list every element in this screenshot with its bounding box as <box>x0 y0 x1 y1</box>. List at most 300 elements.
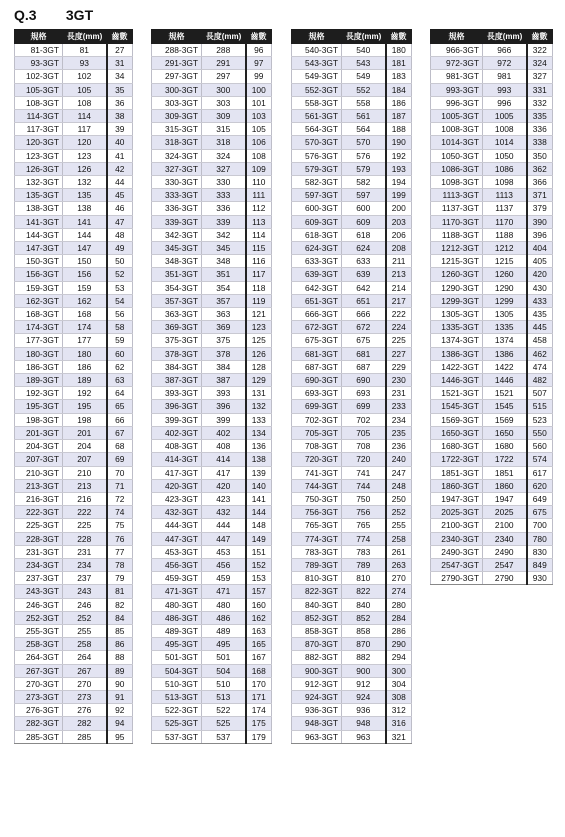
spec-cell: 1860-3GT <box>431 479 483 492</box>
table-row <box>292 57 412 70</box>
spec-cell: 489-3GT <box>152 624 202 637</box>
spec-cell: 105-3GT <box>15 83 63 96</box>
table-row <box>152 400 272 413</box>
spec-cell: 315-3GT <box>152 123 202 136</box>
length-cell: 447 <box>202 532 246 545</box>
length-cell: 1851 <box>483 466 527 479</box>
table-row <box>152 308 272 321</box>
length-cell: 117 <box>63 123 107 136</box>
spec-cell: 639-3GT <box>292 268 342 281</box>
length-cell: 1188 <box>483 228 527 241</box>
spec-cell: 675-3GT <box>292 334 342 347</box>
length-cell: 501 <box>202 651 246 664</box>
teeth-cell: 213 <box>386 268 412 281</box>
length-cell: 330 <box>202 176 246 189</box>
teeth-cell: 79 <box>107 572 133 585</box>
length-cell: 156 <box>63 268 107 281</box>
table-row <box>292 96 412 109</box>
spec-cell: 1722-3GT <box>431 453 483 466</box>
table-row <box>15 730 133 743</box>
length-cell: 258 <box>63 638 107 651</box>
spec-cell: 267-3GT <box>15 664 63 677</box>
teeth-cell: 56 <box>107 308 133 321</box>
teeth-cell: 40 <box>107 136 133 149</box>
length-cell: 1014 <box>483 136 527 149</box>
length-cell: 162 <box>63 294 107 307</box>
spec-cell: 336-3GT <box>152 202 202 215</box>
table-row <box>431 558 553 571</box>
table-row <box>152 704 272 717</box>
teeth-cell: 366 <box>527 176 553 189</box>
spec-cell: 2025-3GT <box>431 506 483 519</box>
length-cell: 180 <box>63 347 107 360</box>
length-cell: 402 <box>202 426 246 439</box>
table-row <box>431 466 553 479</box>
table-row <box>15 426 133 439</box>
spec-cell: 642-3GT <box>292 281 342 294</box>
spec-cell: 774-3GT <box>292 532 342 545</box>
series-label: 3GT <box>65 7 94 23</box>
length-cell: 456 <box>202 558 246 571</box>
spec-cell: 1005-3GT <box>431 110 483 123</box>
spec-cell: 2547-3GT <box>431 558 483 571</box>
teeth-cell: 462 <box>527 347 553 360</box>
length-cell: 132 <box>63 176 107 189</box>
teeth-cell: 69 <box>107 453 133 466</box>
table-row <box>15 70 133 83</box>
length-cell: 963 <box>342 730 386 743</box>
spec-header: 規格 <box>292 30 342 44</box>
spec-cell: 1260-3GT <box>431 268 483 281</box>
teeth-cell: 199 <box>386 189 412 202</box>
spec-cell: 501-3GT <box>152 651 202 664</box>
spec-cell: 1170-3GT <box>431 215 483 228</box>
spec-cell: 351-3GT <box>152 268 202 281</box>
teeth-cell: 507 <box>527 387 553 400</box>
teeth-cell: 59 <box>107 334 133 347</box>
teeth-cell: 134 <box>246 426 272 439</box>
length-cell: 537 <box>202 730 246 743</box>
teeth-cell: 649 <box>527 492 553 505</box>
length-cell: 552 <box>342 83 386 96</box>
spec-cell: 510-3GT <box>152 677 202 690</box>
teeth-cell: 126 <box>246 347 272 360</box>
table-row <box>152 162 272 175</box>
teeth-cell: 175 <box>246 717 272 730</box>
page-header <box>14 7 93 23</box>
spec-cell: 408-3GT <box>152 440 202 453</box>
spec-cell: 504-3GT <box>152 664 202 677</box>
spec-cell: 1422-3GT <box>431 360 483 373</box>
table-row <box>292 149 412 162</box>
spec-cell: 384-3GT <box>152 360 202 373</box>
spec-cell: 363-3GT <box>152 308 202 321</box>
spec-cell: 1290-3GT <box>431 281 483 294</box>
spec-cell: 141-3GT <box>15 215 63 228</box>
teeth-cell: 183 <box>386 70 412 83</box>
table-row <box>431 281 553 294</box>
table-row <box>431 440 553 453</box>
table-row <box>152 492 272 505</box>
table-row <box>431 57 553 70</box>
length-cell: 225 <box>63 519 107 532</box>
length-cell: 1545 <box>483 400 527 413</box>
spec-cell: 543-3GT <box>292 57 342 70</box>
spec-cell: 222-3GT <box>15 506 63 519</box>
teeth-cell: 208 <box>386 242 412 255</box>
teeth-cell: 163 <box>246 624 272 637</box>
table-row <box>431 321 553 334</box>
teeth-cell: 270 <box>386 572 412 585</box>
length-cell: 228 <box>63 532 107 545</box>
spec-cell: 672-3GT <box>292 321 342 334</box>
teeth-cell: 71 <box>107 479 133 492</box>
spec-cell: 207-3GT <box>15 453 63 466</box>
length-cell: 495 <box>202 638 246 651</box>
table-row <box>152 677 272 690</box>
length-cell: 135 <box>63 189 107 202</box>
teeth-cell: 184 <box>386 83 412 96</box>
length-cell: 267 <box>63 664 107 677</box>
table-row <box>292 44 412 57</box>
teeth-cell: 50 <box>107 255 133 268</box>
spec-cell: 633-3GT <box>292 255 342 268</box>
table-row <box>152 176 272 189</box>
teeth-cell: 106 <box>246 136 272 149</box>
spec-cell: 417-3GT <box>152 466 202 479</box>
spec-cell: 144-3GT <box>15 228 63 241</box>
spec-cell: 1299-3GT <box>431 294 483 307</box>
spec-cell: 120-3GT <box>15 136 63 149</box>
teeth-cell: 131 <box>246 387 272 400</box>
spec-cell: 177-3GT <box>15 334 63 347</box>
table-row <box>152 123 272 136</box>
length-cell: 564 <box>342 123 386 136</box>
table-row <box>292 492 412 505</box>
spec-cell: 246-3GT <box>15 598 63 611</box>
spec-cell: 459-3GT <box>152 572 202 585</box>
teeth-cell: 160 <box>246 598 272 611</box>
table-row <box>292 519 412 532</box>
spec-cell: 705-3GT <box>292 426 342 439</box>
teeth-cell: 84 <box>107 611 133 624</box>
length-cell: 297 <box>202 70 246 83</box>
length-cell: 525 <box>202 717 246 730</box>
table-row <box>292 453 412 466</box>
length-cell: 651 <box>342 294 386 307</box>
spec-cell: 570-3GT <box>292 136 342 149</box>
table-row <box>292 202 412 215</box>
teeth-cell: 64 <box>107 387 133 400</box>
belt-table-2 <box>151 29 272 744</box>
length-cell: 522 <box>202 704 246 717</box>
teeth-cell: 157 <box>246 585 272 598</box>
length-cell: 642 <box>342 281 386 294</box>
spec-cell: 423-3GT <box>152 492 202 505</box>
length-cell: 471 <box>202 585 246 598</box>
spec-cell: 168-3GT <box>15 308 63 321</box>
teeth-cell: 780 <box>527 532 553 545</box>
table-row <box>292 374 412 387</box>
table-row <box>431 202 553 215</box>
length-cell: 1212 <box>483 242 527 255</box>
teeth-cell: 70 <box>107 466 133 479</box>
teeth-cell: 192 <box>386 149 412 162</box>
table-row <box>152 189 272 202</box>
table-row <box>152 110 272 123</box>
spec-cell: 750-3GT <box>292 492 342 505</box>
spec-cell: 354-3GT <box>152 281 202 294</box>
length-cell: 339 <box>202 215 246 228</box>
table-row <box>152 479 272 492</box>
spec-cell: 288-3GT <box>152 44 202 57</box>
teeth-cell: 39 <box>107 123 133 136</box>
teeth-cell: 300 <box>386 664 412 677</box>
teeth-cell: 430 <box>527 281 553 294</box>
length-cell: 1170 <box>483 215 527 228</box>
table-row <box>292 242 412 255</box>
length-cell: 417 <box>202 466 246 479</box>
length-cell: 159 <box>63 281 107 294</box>
table-row <box>431 268 553 281</box>
length-cell: 291 <box>202 57 246 70</box>
teeth-cell: 458 <box>527 334 553 347</box>
spec-cell: 690-3GT <box>292 374 342 387</box>
table-row <box>15 677 133 690</box>
length-cell: 81 <box>63 44 107 57</box>
table-row <box>15 651 133 664</box>
length-cell: 672 <box>342 321 386 334</box>
spec-cell: 1851-3GT <box>431 466 483 479</box>
spec-cell: 840-3GT <box>292 598 342 611</box>
length-cell: 774 <box>342 532 386 545</box>
teeth-header: 齒數 <box>386 30 412 44</box>
teeth-cell: 420 <box>527 268 553 281</box>
length-cell: 1521 <box>483 387 527 400</box>
spec-cell: 549-3GT <box>292 70 342 83</box>
table-row <box>15 360 133 373</box>
length-cell: 699 <box>342 400 386 413</box>
teeth-cell: 560 <box>527 440 553 453</box>
length-cell: 912 <box>342 677 386 690</box>
spec-cell: 756-3GT <box>292 506 342 519</box>
spec-cell: 1050-3GT <box>431 149 483 162</box>
teeth-cell: 129 <box>246 374 272 387</box>
table-row <box>431 360 553 373</box>
spec-cell: 309-3GT <box>152 110 202 123</box>
table-row <box>152 347 272 360</box>
table-row <box>292 611 412 624</box>
belt-table-3 <box>291 29 412 744</box>
teeth-cell: 90 <box>107 677 133 690</box>
spec-cell: 624-3GT <box>292 242 342 255</box>
spec-cell: 582-3GT <box>292 176 342 189</box>
spec-cell: 195-3GT <box>15 400 63 413</box>
teeth-cell: 258 <box>386 532 412 545</box>
length-cell: 1569 <box>483 413 527 426</box>
teeth-cell: 123 <box>246 321 272 334</box>
spec-cell: 348-3GT <box>152 255 202 268</box>
spec-cell: 396-3GT <box>152 400 202 413</box>
table-row <box>15 466 133 479</box>
length-cell: 708 <box>342 440 386 453</box>
teeth-cell: 95 <box>107 730 133 743</box>
length-cell: 1008 <box>483 123 527 136</box>
table-row <box>152 545 272 558</box>
table-row <box>15 281 133 294</box>
teeth-cell: 206 <box>386 228 412 241</box>
table-row <box>431 572 553 585</box>
spec-cell: 981-3GT <box>431 70 483 83</box>
teeth-cell: 515 <box>527 400 553 413</box>
table-row <box>431 453 553 466</box>
table-row <box>431 506 553 519</box>
length-cell: 270 <box>63 677 107 690</box>
teeth-cell: 187 <box>386 110 412 123</box>
table-row <box>292 690 412 703</box>
teeth-cell: 31 <box>107 57 133 70</box>
length-cell: 1446 <box>483 374 527 387</box>
spec-header: 規格 <box>15 30 63 44</box>
spec-cell: 447-3GT <box>152 532 202 545</box>
length-cell: 936 <box>342 704 386 717</box>
table-row <box>292 334 412 347</box>
teeth-cell: 63 <box>107 374 133 387</box>
spec-cell: 579-3GT <box>292 162 342 175</box>
spec-cell: 297-3GT <box>152 70 202 83</box>
teeth-cell: 148 <box>246 519 272 532</box>
spec-cell: 972-3GT <box>431 57 483 70</box>
length-cell: 1650 <box>483 426 527 439</box>
length-cell: 327 <box>202 162 246 175</box>
table-row <box>431 96 553 109</box>
table-row <box>292 281 412 294</box>
teeth-cell: 240 <box>386 453 412 466</box>
teeth-cell: 180 <box>386 44 412 57</box>
table-row <box>292 532 412 545</box>
length-cell: 243 <box>63 585 107 598</box>
length-cell: 345 <box>202 242 246 255</box>
spec-cell: 159-3GT <box>15 281 63 294</box>
length-cell: 690 <box>342 374 386 387</box>
length-cell: 1098 <box>483 176 527 189</box>
teeth-cell: 118 <box>246 281 272 294</box>
length-cell: 237 <box>63 572 107 585</box>
teeth-header: 齒數 <box>246 30 272 44</box>
spec-header: 規格 <box>431 30 483 44</box>
length-cell: 432 <box>202 506 246 519</box>
length-cell: 201 <box>63 426 107 439</box>
length-cell: 369 <box>202 321 246 334</box>
spec-cell: 1212-3GT <box>431 242 483 255</box>
teeth-cell: 250 <box>386 492 412 505</box>
length-cell: 1722 <box>483 453 527 466</box>
length-cell: 453 <box>202 545 246 558</box>
teeth-cell: 234 <box>386 413 412 426</box>
length-cell: 486 <box>202 611 246 624</box>
length-cell: 273 <box>63 690 107 703</box>
spec-cell: 255-3GT <box>15 624 63 637</box>
teeth-cell: 96 <box>246 44 272 57</box>
length-cell: 666 <box>342 308 386 321</box>
table-row <box>152 374 272 387</box>
table-row <box>152 664 272 677</box>
length-cell: 1113 <box>483 189 527 202</box>
table-row <box>292 677 412 690</box>
length-cell: 540 <box>342 44 386 57</box>
spec-cell: 162-3GT <box>15 294 63 307</box>
table-row <box>15 308 133 321</box>
spec-cell: 687-3GT <box>292 360 342 373</box>
spec-cell: 393-3GT <box>152 387 202 400</box>
spec-cell: 789-3GT <box>292 558 342 571</box>
table-row <box>15 413 133 426</box>
teeth-cell: 48 <box>107 228 133 241</box>
length-cell: 489 <box>202 624 246 637</box>
teeth-cell: 371 <box>527 189 553 202</box>
teeth-cell: 105 <box>246 123 272 136</box>
teeth-cell: 46 <box>107 202 133 215</box>
length-cell: 633 <box>342 255 386 268</box>
table-row <box>431 242 553 255</box>
table-row <box>15 242 133 255</box>
teeth-cell: 574 <box>527 453 553 466</box>
spec-cell: 495-3GT <box>152 638 202 651</box>
spec-cell: 198-3GT <box>15 413 63 426</box>
spec-cell: 708-3GT <box>292 440 342 453</box>
length-cell: 549 <box>342 70 386 83</box>
table-row <box>152 572 272 585</box>
table-row <box>15 717 133 730</box>
spec-cell: 93-3GT <box>15 57 63 70</box>
length-cell: 966 <box>483 44 527 57</box>
length-cell: 1137 <box>483 202 527 215</box>
length-cell: 102 <box>63 70 107 83</box>
length-cell: 138 <box>63 202 107 215</box>
teeth-cell: 76 <box>107 532 133 545</box>
spec-cell: 216-3GT <box>15 492 63 505</box>
table-row <box>15 479 133 492</box>
table-row <box>152 215 272 228</box>
spec-cell: 234-3GT <box>15 558 63 571</box>
teeth-cell: 617 <box>527 466 553 479</box>
spec-cell: 333-3GT <box>152 189 202 202</box>
length-cell: 213 <box>63 479 107 492</box>
table-row <box>15 294 133 307</box>
length-cell: 1374 <box>483 334 527 347</box>
table-row <box>292 545 412 558</box>
teeth-cell: 45 <box>107 189 133 202</box>
table-row <box>152 558 272 571</box>
length-cell: 1422 <box>483 360 527 373</box>
table-row <box>152 624 272 637</box>
table-row <box>431 479 553 492</box>
spec-cell: 204-3GT <box>15 440 63 453</box>
teeth-cell: 72 <box>107 492 133 505</box>
spec-cell: 870-3GT <box>292 638 342 651</box>
spec-cell: 1569-3GT <box>431 413 483 426</box>
length-cell: 510 <box>202 677 246 690</box>
teeth-cell: 217 <box>386 294 412 307</box>
table-row <box>152 387 272 400</box>
length-cell: 789 <box>342 558 386 571</box>
length-cell: 993 <box>483 83 527 96</box>
spec-cell: 291-3GT <box>152 57 202 70</box>
teeth-cell: 66 <box>107 413 133 426</box>
table-row <box>15 387 133 400</box>
length-cell: 114 <box>63 110 107 123</box>
table-row <box>431 413 553 426</box>
